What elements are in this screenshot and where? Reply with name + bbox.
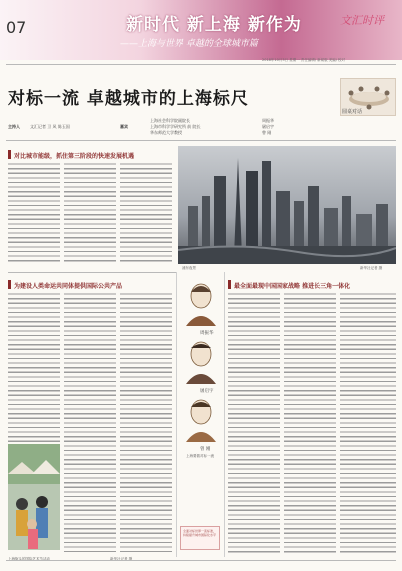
page-number: 07 bbox=[6, 18, 27, 37]
section-heading-2: 为建设人类命运共同体提供国际公共产品 bbox=[14, 283, 123, 290]
sidebar-box: 全面对标世界一流标准，持续提升城市国际化水平 bbox=[180, 526, 220, 550]
city-skyline-image bbox=[178, 146, 396, 264]
hosts-label: 主持人 bbox=[8, 124, 20, 129]
divider bbox=[6, 140, 396, 141]
portrait-sketch-icon bbox=[184, 338, 218, 384]
hosts-names: 文汇记者 卫 风 陈玉国 bbox=[30, 124, 70, 129]
festival-caption: 上海街头的国际艺术节活动 bbox=[8, 557, 50, 561]
banner-title: 新时代 新上海 新作为 bbox=[126, 15, 302, 35]
guest-name-1: 周振华 bbox=[262, 118, 274, 123]
banner-subtitle: ——上海与世界 卓越的全球城市篇 bbox=[120, 39, 258, 49]
divider bbox=[6, 560, 396, 561]
banner-logo: 文汇时评 bbox=[340, 14, 384, 27]
festival-photo bbox=[8, 444, 60, 550]
section-heading-3: 最全面最现中国国家战略 推进长三角一体化 bbox=[234, 283, 351, 290]
divider bbox=[6, 64, 396, 65]
portrait-3 bbox=[184, 396, 218, 442]
section-marker bbox=[228, 280, 231, 289]
guests-label: 嘉宾 bbox=[120, 124, 128, 129]
article-column bbox=[8, 292, 60, 442]
section-marker bbox=[8, 150, 11, 159]
section-marker bbox=[8, 280, 11, 289]
round-table-label: 圆桌对话 bbox=[342, 109, 363, 115]
portrait-name-1: 周振华 bbox=[200, 331, 214, 336]
column-divider bbox=[176, 272, 177, 557]
portrait-name-3: 曾 刚 bbox=[200, 447, 211, 452]
article-column bbox=[284, 292, 336, 554]
article-column bbox=[120, 292, 172, 552]
portrait-1 bbox=[184, 280, 218, 326]
portrait-sketch-icon bbox=[184, 280, 218, 326]
divider bbox=[8, 272, 176, 273]
guest-title-3: 华东师范大学教授 bbox=[150, 130, 182, 135]
skyline-photo bbox=[178, 146, 396, 264]
article-column bbox=[64, 292, 116, 552]
portrait-sketch-icon bbox=[184, 396, 218, 442]
skyline-credit: 新华社记者 摄 bbox=[360, 266, 383, 270]
guest-title-2: 上海市科学学研究所 前 院长 bbox=[150, 124, 201, 129]
article-column bbox=[64, 162, 116, 262]
column-divider bbox=[224, 272, 225, 557]
guest-name-2: 屠启宇 bbox=[262, 124, 274, 129]
article-column bbox=[8, 162, 60, 262]
page-headline: 对标一流 卓越城市的上海标尺 bbox=[8, 89, 249, 109]
portrait-2 bbox=[184, 338, 218, 384]
festival-image bbox=[8, 444, 60, 550]
banner-date-line: 2018年10月3日 星期一 责任编辑/ 新闻版 美编/ 校对 bbox=[262, 58, 346, 62]
article-column bbox=[228, 292, 280, 554]
guest-title-1: 上海社会科学院副院长 bbox=[150, 118, 190, 123]
portrait-note: 上海要做对标一流 bbox=[186, 454, 214, 458]
skyline-caption: 浦东夜景 bbox=[182, 266, 196, 270]
article-column bbox=[120, 162, 172, 262]
portrait-name-2: 屠启宇 bbox=[200, 389, 214, 394]
article-column bbox=[340, 292, 396, 554]
section-heading-1: 对比城市能级，抓住第三阶段的快速发展机遇 bbox=[14, 153, 135, 160]
guest-name-3: 曾 刚 bbox=[262, 130, 272, 135]
festival-credit: 新华社记者 摄 bbox=[110, 557, 133, 561]
